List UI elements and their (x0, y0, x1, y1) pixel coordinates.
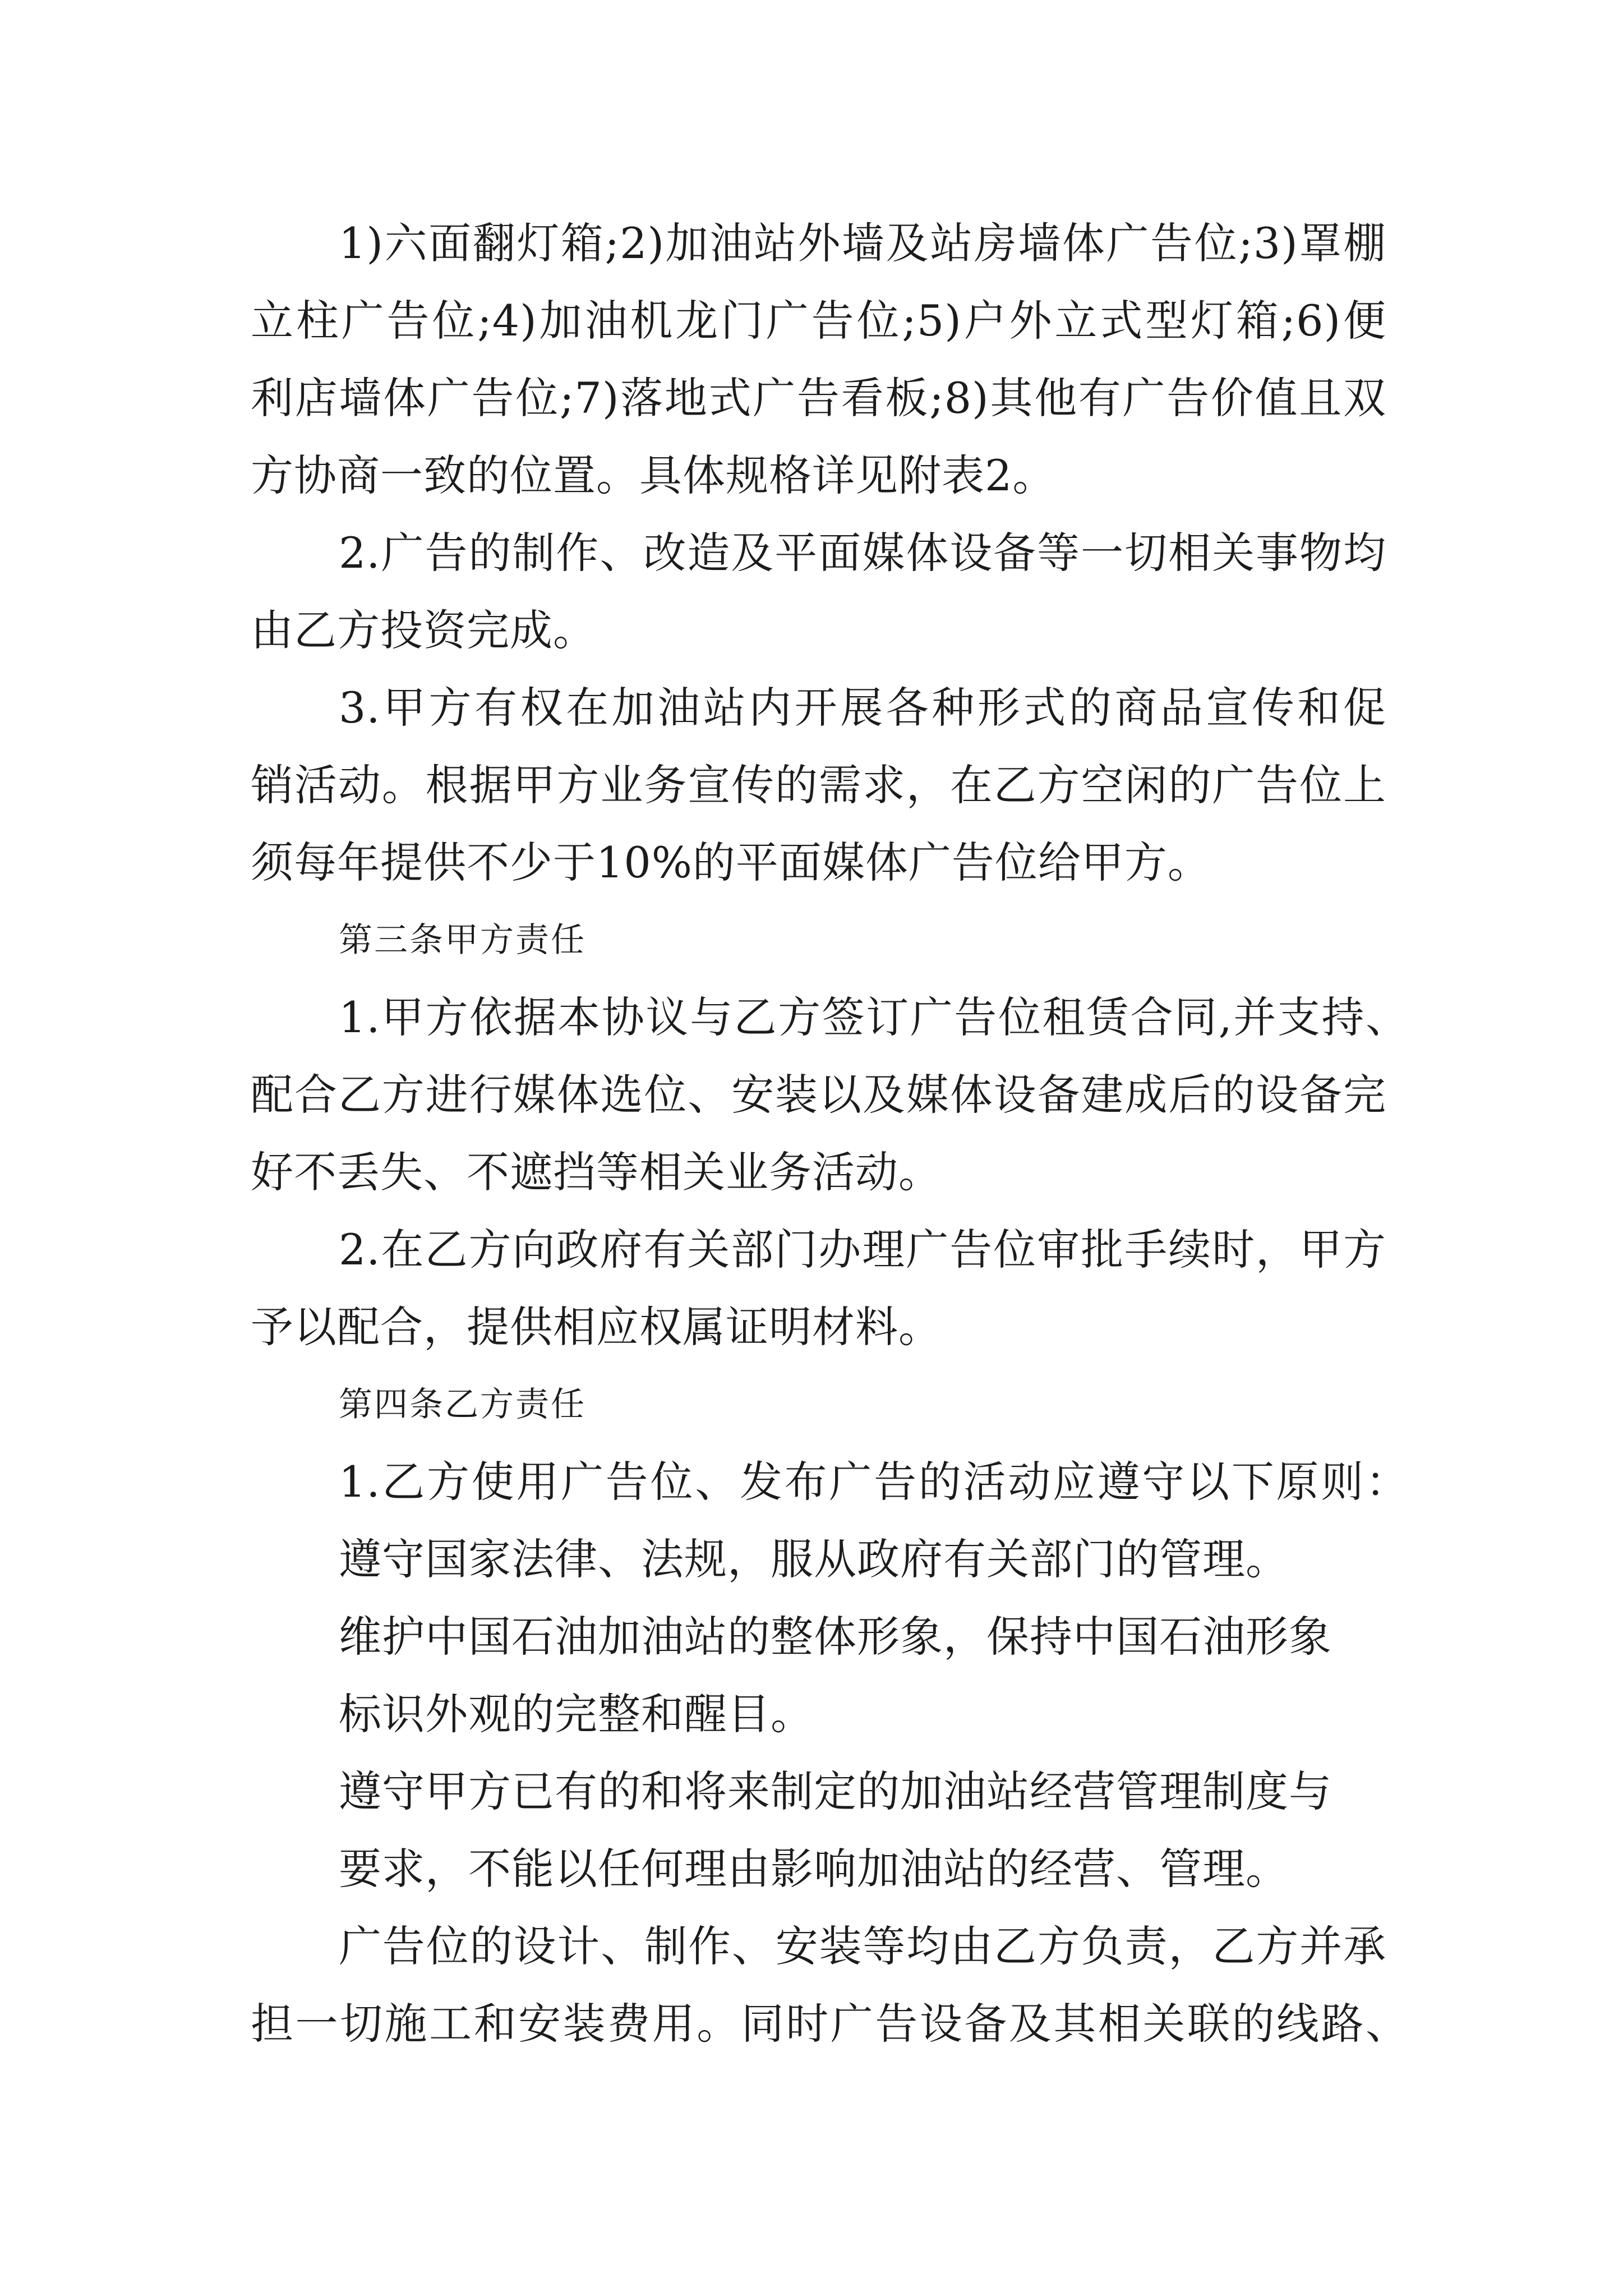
text-line: 由乙方投资完成。 (251, 605, 596, 655)
text-line: 2.广告的制作、改造及平面媒体设备等一切相关事物均 (339, 528, 1386, 578)
text-line: 遵守国家法律、法规，服从政府有关部门的管理。 (339, 1534, 1289, 1584)
text-line: 销活动。根据甲方业务宣传的需求，在乙方空闲的广告位上 (251, 760, 1386, 810)
paragraph (251, 1598, 1386, 1753)
text-line: 标识外观的完整和醒目。 (339, 1689, 814, 1739)
text-line: 3.甲方有权在加油站内开展各种形式的商品宣传和促 (339, 683, 1386, 733)
paragraph (251, 514, 1386, 669)
text-line: 广告位的设计、制作、安装等均由乙方负责，乙方并承 (339, 1921, 1386, 1971)
paragraph (251, 205, 1386, 514)
text-line: 好不丢失、不遮挡等相关业务活动。 (251, 1147, 942, 1197)
article-heading (251, 901, 1386, 979)
article-heading (251, 1366, 1386, 1443)
text-line: 予以配合，提供相应权属证明材料。 (251, 1302, 942, 1352)
text-line: 遵守甲方已有的和将来制定的加油站经营管理制度与 (339, 1766, 1332, 1816)
text-line: 1)六面翻灯箱;2)加油站外墙及站房墙体广告位;3)罩棚 (339, 218, 1386, 268)
paragraph (251, 1521, 1386, 1598)
text-line: 配合乙方进行媒体选位、安装以及媒体设备建成后的设备完 (251, 1070, 1386, 1120)
text-line: 担一切施工和安装费用。同时广告设备及其相关联的线路、 (251, 1999, 1409, 2049)
text-line: 利店墙体广告位;7)落地式广告看板;8)其他有广告价值且双 (251, 373, 1386, 423)
text-line: 要求，不能以任何理由影响加油站的经营、管理。 (339, 1844, 1289, 1894)
text-line: 2.在乙方向政府有关部门办理广告位审批手续时，甲方 (339, 1225, 1386, 1274)
text-line: 须每年提供不少于10%的平面媒体广告位给甲方。 (251, 838, 1211, 887)
paragraph (251, 979, 1409, 1211)
paragraph (251, 1443, 1409, 1521)
text-line: 1.甲方依据本协议与乙方签订广告位租赁合同,并支持、 (339, 992, 1409, 1042)
paragraph (251, 1753, 1386, 1908)
paragraph (251, 1908, 1409, 2063)
paragraph (251, 669, 1386, 901)
document-body (251, 205, 1409, 2063)
text-line: 维护中国石油加油站的整体形象，保持中国石油形象 (339, 1612, 1332, 1662)
text-line: 1.乙方使用广告位、发布广告的活动应遵守以下原则： (339, 1457, 1409, 1507)
text-line: 方协商一致的位置。具体规格详见附表2。 (251, 450, 1056, 500)
article-heading-text: 第三条甲方责任 (339, 921, 586, 960)
article-heading-text: 第四条乙方责任 (339, 1385, 586, 1424)
paragraph (251, 1211, 1386, 1366)
text-line: 立柱广告位;4)加油机龙门广告位;5)户外立式型灯箱;6)便 (251, 296, 1386, 346)
